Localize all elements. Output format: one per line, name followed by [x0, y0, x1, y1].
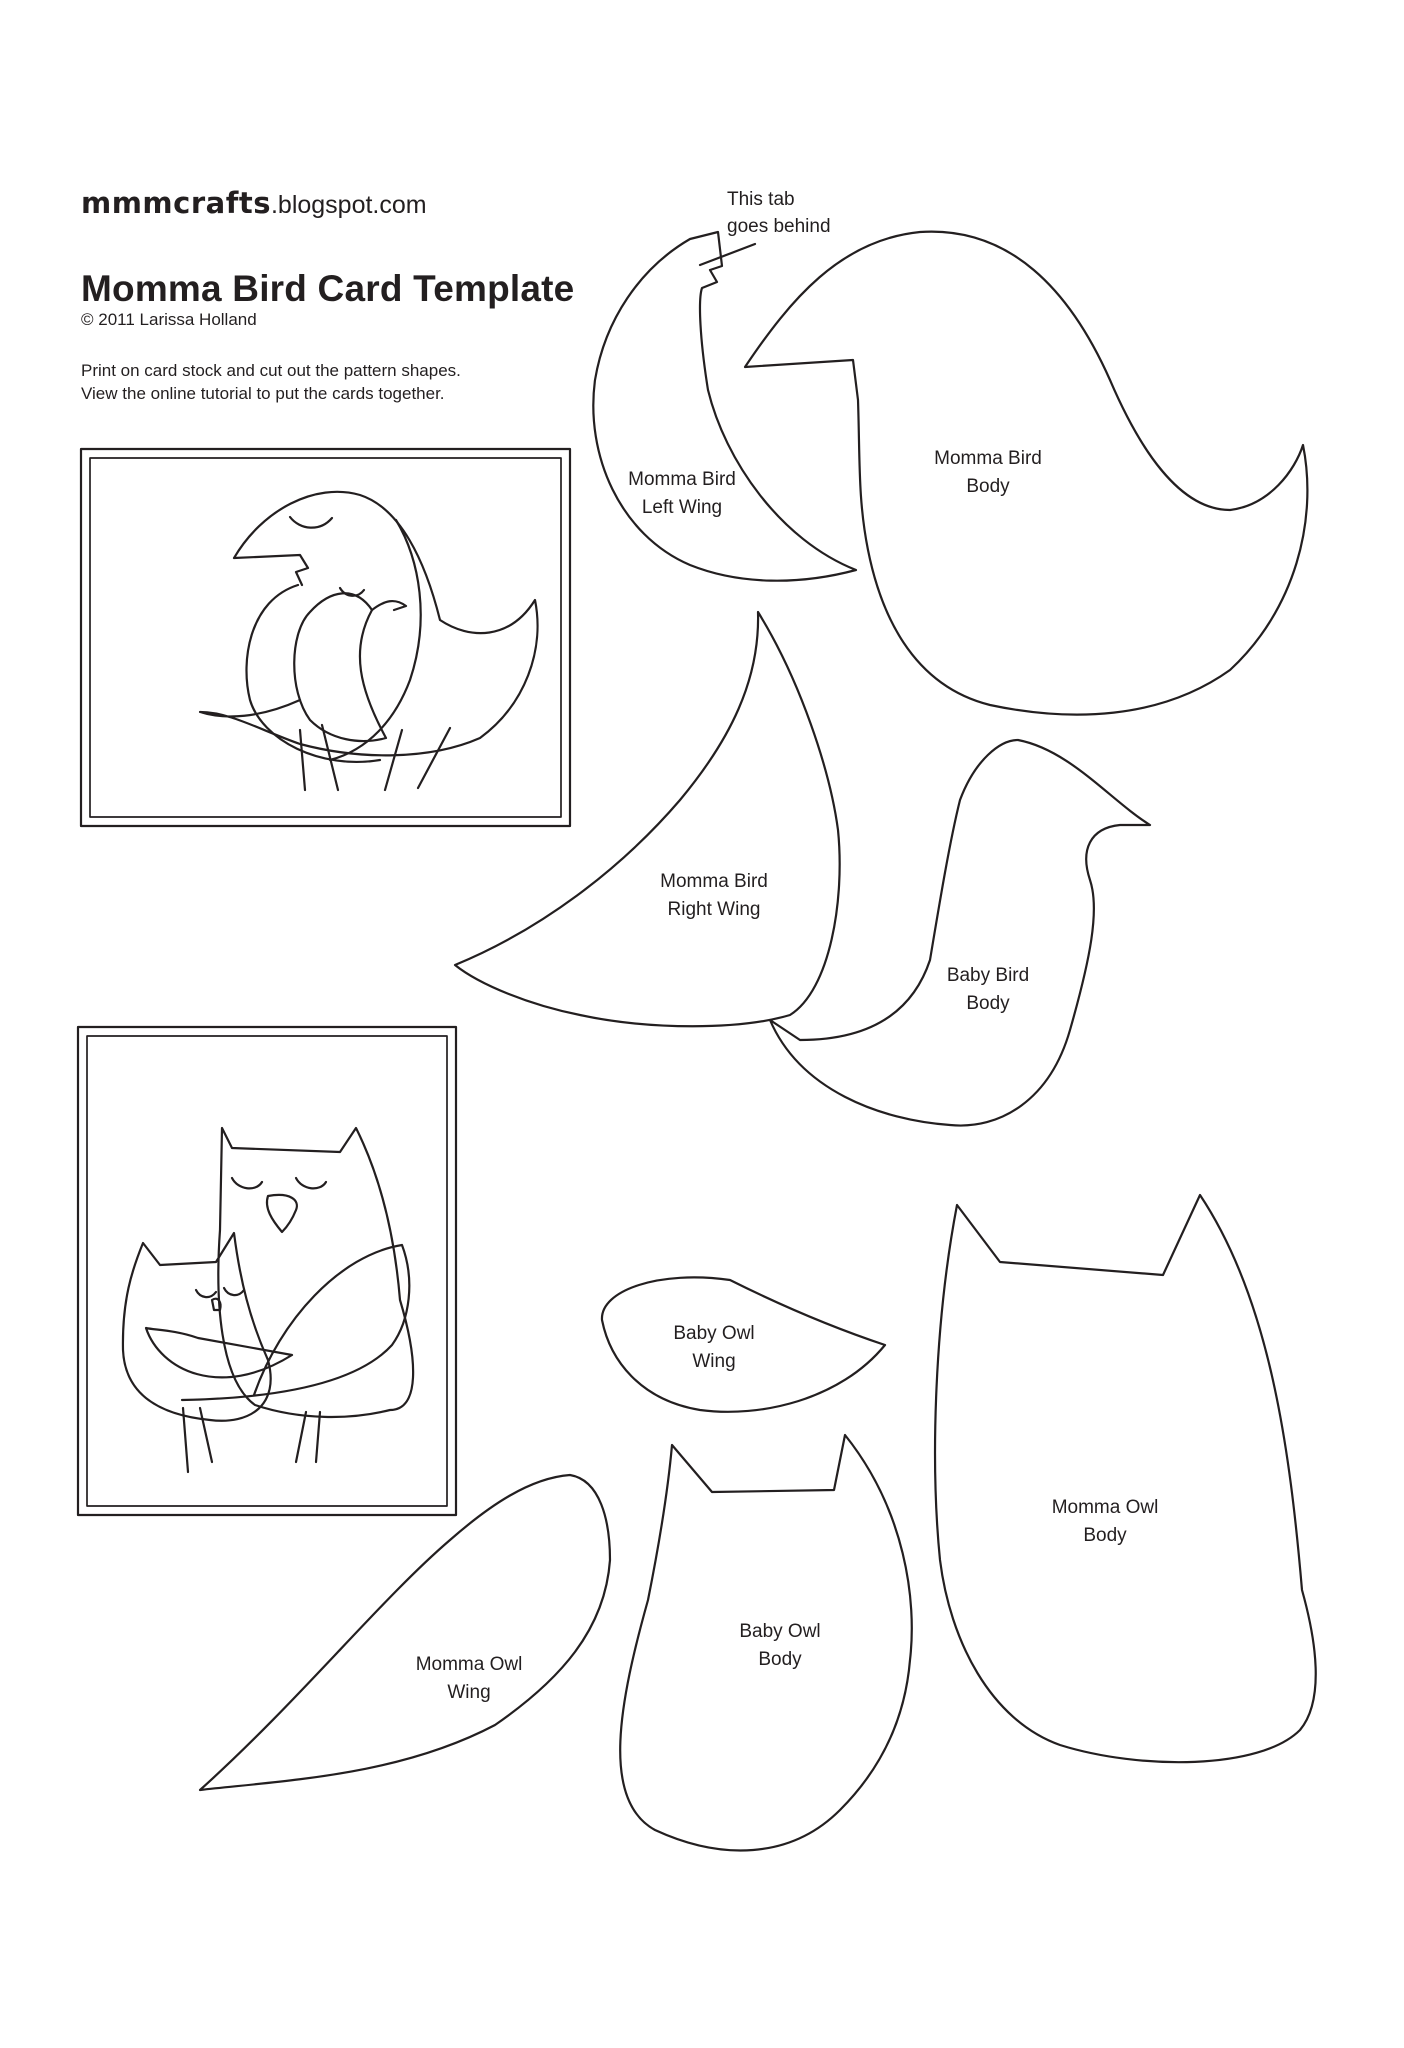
owl-card-drawing — [123, 1128, 413, 1472]
owl-card-outer-frame — [78, 1027, 456, 1515]
document-title: Momma Bird Card Template — [81, 268, 575, 309]
site-brand: mmmcrafts — [81, 186, 271, 220]
site-domain: .blogspot.com — [270, 191, 427, 219]
tab-note-line-1: This tab — [727, 189, 795, 210]
bird-card-drawing — [200, 492, 538, 790]
label-baby-owl-wing: Baby Owl Wing — [673, 1323, 755, 1372]
momma-owl-beak — [267, 1195, 297, 1232]
owl-card-inner-frame — [87, 1036, 447, 1506]
instruction-line-2: View the online tutorial to put the cards together. — [81, 384, 445, 403]
momma-bird-right-wing-shape — [455, 612, 840, 1026]
grass-line-3 — [385, 730, 402, 790]
label-baby-owl-body: Baby Owl Body — [739, 1621, 821, 1670]
grass-line-4 — [418, 728, 450, 788]
owl-grass-1 — [183, 1408, 188, 1472]
baby-owl-outline — [123, 1233, 271, 1421]
momma-owl-eye-left — [232, 1178, 262, 1188]
owl-grass-2 — [200, 1408, 212, 1462]
copyright-notice: © 2011 Larissa Holland — [81, 310, 257, 329]
label-momma-bird-right-wing: Momma Bird Right Wing — [660, 871, 768, 920]
tab-note — [727, 186, 831, 240]
momma-bird-wing-line — [330, 520, 421, 760]
momma-bird-outline — [200, 492, 538, 756]
tab-pointer-line — [700, 244, 755, 265]
bird-card-outer-frame — [81, 449, 570, 826]
baby-bird-beak — [372, 601, 406, 610]
momma-bird-left-wing-shape — [593, 232, 856, 581]
baby-bird-outline — [294, 593, 386, 741]
label-baby-bird-body: Baby Bird Body — [946, 965, 1030, 1014]
baby-owl-eye-left — [196, 1290, 216, 1297]
instruction-line-1: Print on card stock and cut out the pattern shapes. — [81, 361, 461, 380]
bird-card-preview — [81, 449, 570, 826]
momma-owl-eye-right — [296, 1178, 326, 1188]
owl-grass-4 — [316, 1412, 320, 1462]
owl-grass-3 — [296, 1412, 306, 1462]
label-momma-bird-body: Momma Bird Body — [934, 448, 1042, 497]
momma-owl-wing-shape — [200, 1475, 610, 1790]
baby-bird-body-shape — [770, 740, 1150, 1126]
momma-owl-body-shape — [935, 1195, 1316, 1762]
owl-card-preview — [78, 1027, 456, 1515]
baby-owl-eye-right — [224, 1288, 244, 1295]
bird-card-inner-frame — [90, 458, 561, 817]
momma-bird-chest — [246, 585, 380, 762]
label-momma-owl-body: Momma Owl Body — [1051, 1497, 1159, 1546]
momma-bird-eye — [290, 517, 332, 528]
tab-note-line-2: goes behind — [727, 216, 831, 237]
label-momma-owl-wing: Momma Owl Wing — [415, 1654, 523, 1703]
grass-line-1 — [300, 730, 305, 790]
label-momma-bird-left-wing: Momma Bird Left Wing — [628, 469, 736, 518]
